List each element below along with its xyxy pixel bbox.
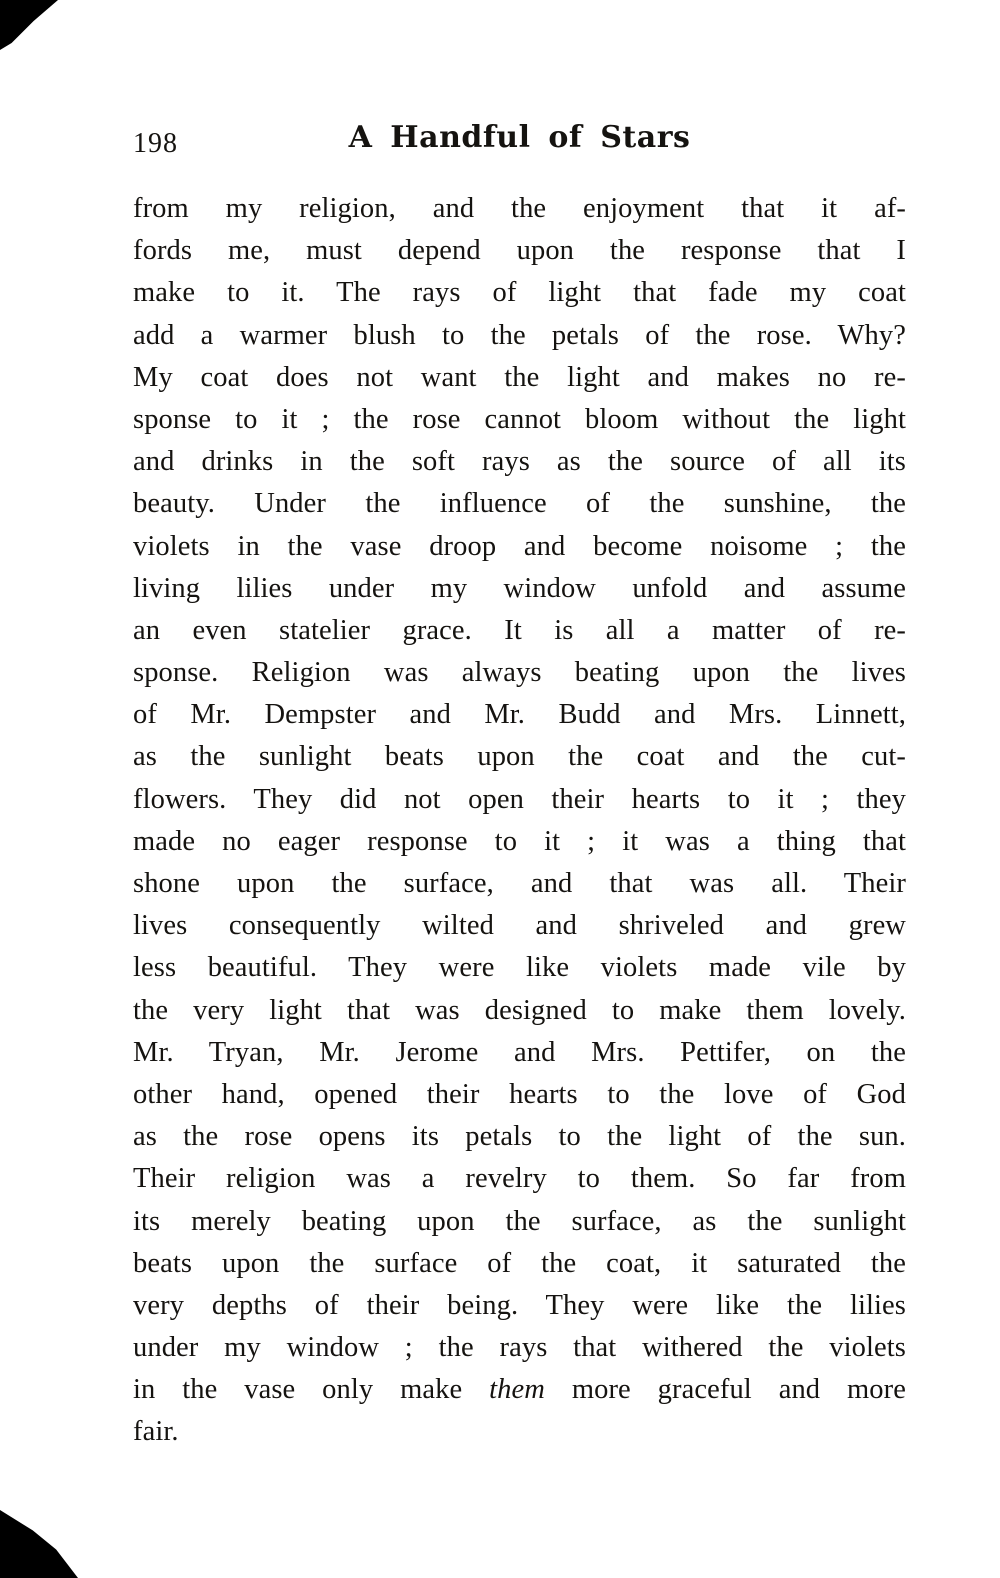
text-line bbox=[133, 736, 906, 778]
text-line bbox=[133, 1243, 906, 1285]
text-line bbox=[133, 568, 906, 610]
text-line bbox=[133, 1116, 906, 1158]
text-line bbox=[133, 821, 906, 863]
text-line bbox=[133, 315, 906, 357]
text-segment: as the rose opens its petals to the light of the sun. bbox=[133, 1121, 906, 1153]
text-segment: more graceful and more bbox=[544, 1374, 907, 1406]
text-segment: beauty. Under the influence of the sunshine, the bbox=[133, 488, 906, 520]
text-segment: under my window ; the rays that withered the violets bbox=[133, 1332, 906, 1364]
text-segment: less beautiful. They were like violets made vile by bbox=[133, 952, 906, 984]
text-segment: make to it. The rays of light that fade my coat bbox=[133, 277, 906, 309]
text-segment: from my religion, and the enjoyment that it af- bbox=[133, 193, 906, 224]
text-line bbox=[133, 399, 906, 441]
page-body bbox=[133, 188, 906, 1454]
text-segment: very depths of their being. They were like the lilies bbox=[133, 1289, 906, 1321]
text-segment: other hand, opened their hearts to the love of God bbox=[133, 1078, 906, 1110]
text-line bbox=[133, 1074, 906, 1116]
text-segment: lives consequently wilted and shriveled and grew bbox=[133, 910, 906, 942]
text-segment: an even statelier grace. It is all a matter of re- bbox=[133, 614, 906, 646]
text-line bbox=[133, 357, 906, 399]
text-segment: Their religion was a revelry to them. So far from bbox=[133, 1163, 906, 1195]
text-segment: shone upon the surface, and that was all. Their bbox=[133, 868, 906, 899]
text-segment: living lilies under my window unfold and assume bbox=[133, 572, 906, 604]
text-segment: sponse. Religion was always beating upon the lives bbox=[133, 657, 906, 689]
text-line bbox=[133, 272, 906, 314]
text-line bbox=[133, 990, 906, 1032]
text-segment: add a warmer blush to the petals of the rose. Why? bbox=[133, 319, 906, 351]
text-segment: of Mr. Dempster and Mr. Budd and Mrs. Linnett, bbox=[133, 699, 906, 731]
text-segment: violets in the vase droop and become noisome ; the bbox=[133, 530, 906, 562]
text-line bbox=[133, 1158, 906, 1200]
text-segment: flowers. They did not open their hearts to it ; they bbox=[133, 783, 906, 815]
running-title: A Handful of Stars bbox=[348, 120, 691, 155]
text-line bbox=[133, 610, 906, 652]
text-segment: made no eager response to it ; it was a thing that bbox=[133, 825, 906, 857]
text-line bbox=[133, 483, 906, 525]
text-segment: My coat does not want the light and makes no re- bbox=[133, 361, 906, 393]
text-line bbox=[133, 652, 906, 694]
text-line bbox=[133, 779, 906, 821]
text-segment: Mr. Tryan, Mr. Jerome and Mrs. Pettifer, on the bbox=[133, 1036, 906, 1068]
text-segment: fair. bbox=[133, 1416, 179, 1448]
text-line bbox=[133, 1327, 906, 1369]
text-segment: its merely beating upon the surface, as the sunlight bbox=[133, 1205, 906, 1237]
text-segment: in the vase only make bbox=[133, 1374, 490, 1406]
text-segment: the very light that was designed to make them lovely. bbox=[133, 994, 906, 1026]
text-segment: sponse to it ; the rose cannot bloom without the light bbox=[133, 403, 906, 435]
text-line bbox=[133, 230, 906, 272]
text-segment: as the sunlight beats upon the coat and the cut- bbox=[133, 741, 906, 773]
text-line bbox=[133, 905, 906, 947]
text-line bbox=[133, 947, 906, 989]
text-line bbox=[133, 863, 906, 905]
corner-scan-mark-bottom-left bbox=[0, 1510, 78, 1578]
text-line bbox=[133, 526, 906, 568]
page-header bbox=[133, 120, 906, 162]
corner-scan-mark-top-left bbox=[0, 0, 58, 50]
text-segment: fords me, must depend upon the response that I bbox=[133, 235, 906, 267]
page-number: 198 bbox=[133, 128, 178, 159]
text-segment: and drinks in the soft rays as the source of all its bbox=[133, 446, 906, 478]
text-line bbox=[133, 1285, 906, 1327]
italic-word: them bbox=[489, 1374, 545, 1406]
text-line bbox=[133, 188, 906, 230]
text-line bbox=[133, 694, 906, 736]
text-line bbox=[133, 1201, 906, 1243]
text-line bbox=[133, 1411, 906, 1453]
text-line bbox=[133, 441, 906, 483]
text-segment: beats upon the surface of the coat, it saturated the bbox=[133, 1247, 906, 1279]
text-line bbox=[133, 1369, 906, 1411]
text-line bbox=[133, 1032, 906, 1074]
